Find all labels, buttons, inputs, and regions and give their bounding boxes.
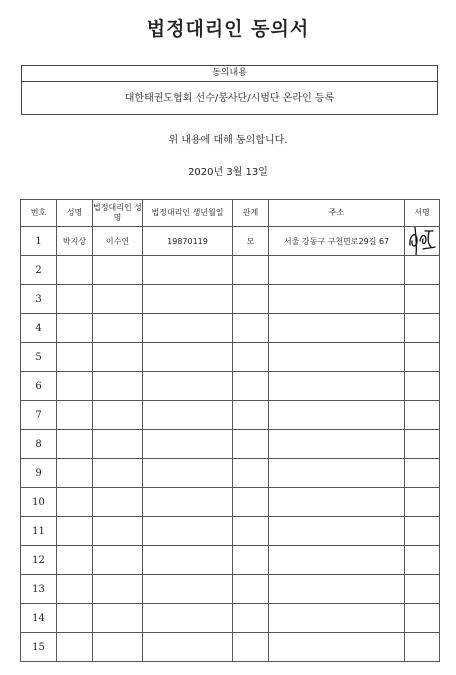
header-signature: 서명: [405, 200, 440, 227]
cell-guardian-birth: [143, 488, 233, 517]
cell-guardian-name: [93, 372, 143, 401]
cell-name: [57, 604, 93, 633]
cell-name: [57, 372, 93, 401]
cell-relation: [233, 546, 269, 575]
handwritten-signature: [407, 227, 437, 256]
cell-name: [57, 285, 93, 314]
cell-guardian-birth: [143, 575, 233, 604]
cell-signature: [405, 633, 440, 662]
cell-guardian-name: [93, 488, 143, 517]
table-row: [21, 546, 440, 575]
header-address: 주소: [269, 200, 405, 227]
cell-signature: [405, 488, 440, 517]
cell-signature: [405, 401, 440, 430]
cell-guardian-birth: [143, 546, 233, 575]
cell-relation: [233, 575, 269, 604]
table-row: [21, 430, 440, 459]
cell-signature: [405, 459, 440, 488]
agreement-statement: 위 내용에 대해 동의합니다.: [168, 135, 288, 146]
cell-address: 서울 강동구 구천면로29길 67: [269, 227, 405, 256]
consent-box: [21, 65, 438, 115]
cell-guardian-birth: [143, 285, 233, 314]
cell-address: [269, 372, 405, 401]
cell-name: [57, 459, 93, 488]
cell-no: 13: [21, 575, 57, 604]
cell-address: [269, 488, 405, 517]
cell-guardian-name: [93, 575, 143, 604]
cell-name: [57, 401, 93, 430]
cell-address: [269, 343, 405, 372]
cell-relation: [233, 517, 269, 546]
cell-relation: [233, 459, 269, 488]
cell-guardian-birth: [143, 517, 233, 546]
cell-no: 1: [21, 227, 57, 256]
header-name: 성명: [57, 200, 93, 227]
table-row: [21, 401, 440, 430]
cell-address: [269, 256, 405, 285]
cell-no: 8: [21, 430, 57, 459]
cell-guardian-birth: [143, 430, 233, 459]
table-row: [21, 604, 440, 633]
cell-relation: [233, 430, 269, 459]
cell-guardian-name: [93, 256, 143, 285]
table-row: [21, 256, 440, 285]
table-row: [21, 314, 440, 343]
cell-relation: [233, 285, 269, 314]
cell-guardian-name: [93, 633, 143, 662]
cell-guardian-birth: [143, 343, 233, 372]
cell-signature: [405, 227, 440, 256]
cell-relation: [233, 604, 269, 633]
cell-name: 박지상: [57, 227, 93, 256]
cell-no: 7: [21, 401, 57, 430]
cell-signature: [405, 517, 440, 546]
cell-guardian-name: [93, 604, 143, 633]
cell-signature: [405, 285, 440, 314]
cell-guardian-birth: [143, 459, 233, 488]
cell-guardian-name: [93, 285, 143, 314]
cell-address: [269, 575, 405, 604]
table-row: [21, 227, 440, 256]
cell-no: 4: [21, 314, 57, 343]
cell-relation: [233, 343, 269, 372]
table-row: [21, 517, 440, 546]
consent-header: 동의내용: [22, 66, 437, 82]
cell-no: 11: [21, 517, 57, 546]
cell-name: [57, 633, 93, 662]
cell-signature: [405, 343, 440, 372]
table-row: [21, 343, 440, 372]
cell-name: [57, 517, 93, 546]
cell-guardian-birth: [143, 633, 233, 662]
cell-relation: 모: [233, 227, 269, 256]
table-row: [21, 372, 440, 401]
cell-guardian-birth: [143, 604, 233, 633]
cell-name: [57, 314, 93, 343]
cell-no: 2: [21, 256, 57, 285]
document-date: 2020년 3월 13일: [188, 167, 268, 178]
cell-guardian-birth: [143, 372, 233, 401]
cell-guardian-birth: 19870119: [143, 227, 233, 256]
cell-address: [269, 401, 405, 430]
cell-address: [269, 314, 405, 343]
cell-no: 3: [21, 285, 57, 314]
cell-relation: [233, 256, 269, 285]
table-row: [21, 459, 440, 488]
cell-guardian-name: [93, 430, 143, 459]
cell-guardian-name: [93, 459, 143, 488]
signature-table: [20, 199, 440, 662]
table-header-row: [21, 200, 440, 227]
header-no: 번호: [21, 200, 57, 227]
cell-relation: [233, 372, 269, 401]
cell-guardian-birth: [143, 314, 233, 343]
cell-guardian-name: [93, 517, 143, 546]
cell-guardian-name: [93, 314, 143, 343]
cell-guardian-birth: [143, 401, 233, 430]
header-guardian-birth: 법정대리인 생년월일: [143, 200, 233, 227]
cell-relation: [233, 633, 269, 662]
cell-guardian-name: [93, 401, 143, 430]
cell-address: [269, 633, 405, 662]
cell-no: 12: [21, 546, 57, 575]
cell-guardian-name: 이수연: [93, 227, 143, 256]
cell-guardian-name: [93, 546, 143, 575]
cell-signature: [405, 575, 440, 604]
table-row: [21, 633, 440, 662]
header-guardian-name: 법정대리인 성명: [93, 200, 143, 227]
cell-no: 14: [21, 604, 57, 633]
cell-no: 9: [21, 459, 57, 488]
cell-signature: [405, 314, 440, 343]
cell-name: [57, 575, 93, 604]
cell-name: [57, 256, 93, 285]
cell-no: 15: [21, 633, 57, 662]
consent-content: 대한태권도협회 선수/봉사단/시범단 온라인 등록: [124, 93, 335, 104]
cell-signature: [405, 546, 440, 575]
cell-no: 10: [21, 488, 57, 517]
cell-name: [57, 343, 93, 372]
cell-no: 5: [21, 343, 57, 372]
cell-name: [57, 430, 93, 459]
cell-relation: [233, 401, 269, 430]
cell-signature: [405, 372, 440, 401]
cell-address: [269, 430, 405, 459]
table-row: [21, 488, 440, 517]
cell-name: [57, 546, 93, 575]
table-row: [21, 285, 440, 314]
cell-guardian-birth: [143, 256, 233, 285]
cell-signature: [405, 604, 440, 633]
cell-signature: [405, 430, 440, 459]
cell-name: [57, 488, 93, 517]
cell-address: [269, 285, 405, 314]
header-relation: 관계: [233, 200, 269, 227]
cell-relation: [233, 314, 269, 343]
table-row: [21, 575, 440, 604]
cell-address: [269, 517, 405, 546]
cell-address: [269, 459, 405, 488]
cell-signature: [405, 256, 440, 285]
cell-address: [269, 546, 405, 575]
cell-no: 6: [21, 372, 57, 401]
cell-address: [269, 604, 405, 633]
cell-relation: [233, 488, 269, 517]
document-title: 법정대리인 동의서: [146, 18, 310, 40]
cell-guardian-name: [93, 343, 143, 372]
